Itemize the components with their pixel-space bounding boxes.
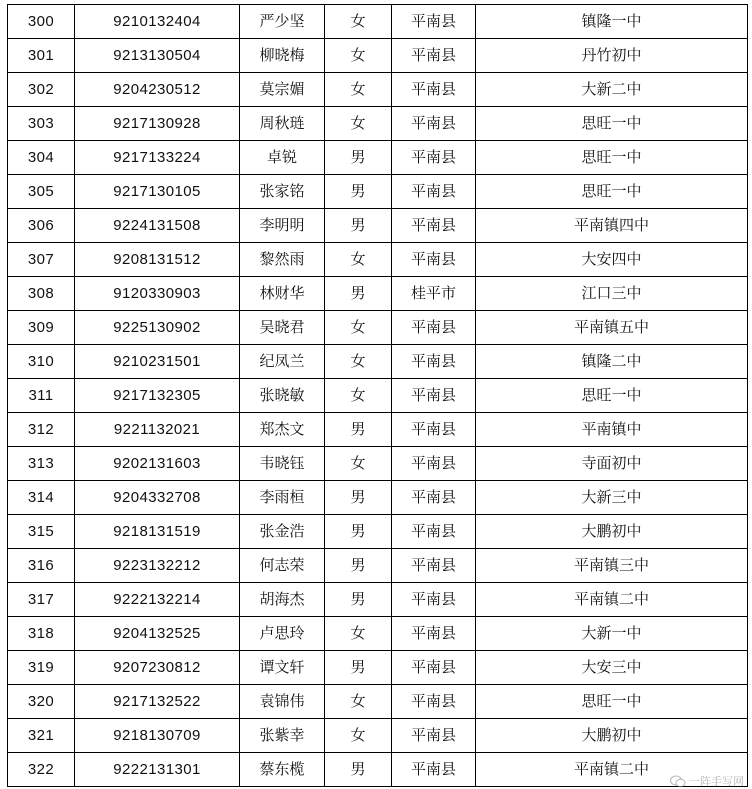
county-cell: 平南县 bbox=[392, 617, 476, 651]
school-cell: 思旺一中 bbox=[476, 175, 748, 209]
exam-id-cell: 9225130902 bbox=[75, 311, 240, 345]
exam-id-cell: 9210132404 bbox=[75, 5, 240, 39]
serial-number-cell: 319 bbox=[8, 651, 75, 685]
serial-number-cell: 305 bbox=[8, 175, 75, 209]
school-cell: 大新二中 bbox=[476, 73, 748, 107]
student-name-cell: 卢思玲 bbox=[240, 617, 325, 651]
table-row bbox=[8, 345, 748, 379]
school-cell: 平南镇三中 bbox=[476, 549, 748, 583]
school-cell: 寺面初中 bbox=[476, 447, 748, 481]
serial-number-cell: 311 bbox=[8, 379, 75, 413]
serial-number-cell: 315 bbox=[8, 515, 75, 549]
school-cell: 平南镇中 bbox=[476, 413, 748, 447]
table-row bbox=[8, 617, 748, 651]
table-row bbox=[8, 583, 748, 617]
gender-cell: 男 bbox=[325, 209, 392, 243]
school-cell: 思旺一中 bbox=[476, 107, 748, 141]
school-cell: 思旺一中 bbox=[476, 685, 748, 719]
table-row bbox=[8, 447, 748, 481]
county-cell: 平南县 bbox=[392, 141, 476, 175]
gender-cell: 女 bbox=[325, 5, 392, 39]
gender-cell: 女 bbox=[325, 39, 392, 73]
exam-id-cell: 9217130105 bbox=[75, 175, 240, 209]
school-cell: 大安四中 bbox=[476, 243, 748, 277]
roster-table-body bbox=[8, 5, 748, 787]
school-cell: 丹竹初中 bbox=[476, 39, 748, 73]
gender-cell: 女 bbox=[325, 107, 392, 141]
school-cell: 平南镇二中 bbox=[476, 583, 748, 617]
student-name-cell: 李明明 bbox=[240, 209, 325, 243]
serial-number-cell: 316 bbox=[8, 549, 75, 583]
table-row bbox=[8, 141, 748, 175]
county-cell: 平南县 bbox=[392, 175, 476, 209]
student-name-cell: 郑杰文 bbox=[240, 413, 325, 447]
table-row bbox=[8, 379, 748, 413]
student-name-cell: 韦晓钰 bbox=[240, 447, 325, 481]
exam-id-cell: 9223132212 bbox=[75, 549, 240, 583]
gender-cell: 女 bbox=[325, 447, 392, 481]
table-row bbox=[8, 685, 748, 719]
exam-id-cell: 9120330903 bbox=[75, 277, 240, 311]
school-cell: 平南镇四中 bbox=[476, 209, 748, 243]
exam-id-cell: 9218130709 bbox=[75, 719, 240, 753]
gender-cell: 男 bbox=[325, 175, 392, 209]
gender-cell: 男 bbox=[325, 277, 392, 311]
student-name-cell: 林财华 bbox=[240, 277, 325, 311]
student-name-cell: 袁锦伟 bbox=[240, 685, 325, 719]
table-row bbox=[8, 277, 748, 311]
serial-number-cell: 322 bbox=[8, 753, 75, 787]
serial-number-cell: 306 bbox=[8, 209, 75, 243]
county-cell: 平南县 bbox=[392, 345, 476, 379]
serial-number-cell: 310 bbox=[8, 345, 75, 379]
county-cell: 平南县 bbox=[392, 311, 476, 345]
student-name-cell: 张晓敏 bbox=[240, 379, 325, 413]
serial-number-cell: 312 bbox=[8, 413, 75, 447]
student-name-cell: 李雨桓 bbox=[240, 481, 325, 515]
county-cell: 平南县 bbox=[392, 209, 476, 243]
serial-number-cell: 308 bbox=[8, 277, 75, 311]
county-cell: 平南县 bbox=[392, 39, 476, 73]
table-row bbox=[8, 175, 748, 209]
table-row bbox=[8, 549, 748, 583]
gender-cell: 男 bbox=[325, 753, 392, 787]
school-cell: 大安三中 bbox=[476, 651, 748, 685]
table-row bbox=[8, 311, 748, 345]
serial-number-cell: 317 bbox=[8, 583, 75, 617]
county-cell: 平南县 bbox=[392, 719, 476, 753]
student-name-cell: 周秋琏 bbox=[240, 107, 325, 141]
serial-number-cell: 307 bbox=[8, 243, 75, 277]
serial-number-cell: 300 bbox=[8, 5, 75, 39]
serial-number-cell: 320 bbox=[8, 685, 75, 719]
student-name-cell: 纪凤兰 bbox=[240, 345, 325, 379]
county-cell: 平南县 bbox=[392, 515, 476, 549]
gender-cell: 女 bbox=[325, 345, 392, 379]
serial-number-cell: 302 bbox=[8, 73, 75, 107]
school-cell: 大新三中 bbox=[476, 481, 748, 515]
table-row bbox=[8, 481, 748, 515]
student-name-cell: 卓锐 bbox=[240, 141, 325, 175]
gender-cell: 男 bbox=[325, 651, 392, 685]
serial-number-cell: 313 bbox=[8, 447, 75, 481]
student-name-cell: 张金浩 bbox=[240, 515, 325, 549]
gender-cell: 男 bbox=[325, 515, 392, 549]
student-name-cell: 柳晓梅 bbox=[240, 39, 325, 73]
watermark-text: 一阵手写网 bbox=[689, 775, 744, 788]
student-name-cell: 莫宗媚 bbox=[240, 73, 325, 107]
county-cell: 平南县 bbox=[392, 447, 476, 481]
exam-id-cell: 9204230512 bbox=[75, 73, 240, 107]
table-row bbox=[8, 5, 748, 39]
county-cell: 桂平市 bbox=[392, 277, 476, 311]
school-cell: 思旺一中 bbox=[476, 379, 748, 413]
school-cell: 思旺一中 bbox=[476, 141, 748, 175]
exam-id-cell: 9202131603 bbox=[75, 447, 240, 481]
exam-id-cell: 9204332708 bbox=[75, 481, 240, 515]
serial-number-cell: 309 bbox=[8, 311, 75, 345]
student-name-cell: 张紫幸 bbox=[240, 719, 325, 753]
student-name-cell: 吴晓君 bbox=[240, 311, 325, 345]
county-cell: 平南县 bbox=[392, 481, 476, 515]
school-cell: 大鹏初中 bbox=[476, 515, 748, 549]
gender-cell: 女 bbox=[325, 617, 392, 651]
county-cell: 平南县 bbox=[392, 107, 476, 141]
table-row bbox=[8, 243, 748, 277]
student-name-cell: 严少坚 bbox=[240, 5, 325, 39]
exam-id-cell: 9213130504 bbox=[75, 39, 240, 73]
exam-id-cell: 9221132021 bbox=[75, 413, 240, 447]
exam-id-cell: 9217132305 bbox=[75, 379, 240, 413]
serial-number-cell: 321 bbox=[8, 719, 75, 753]
exam-id-cell: 9204132525 bbox=[75, 617, 240, 651]
serial-number-cell: 303 bbox=[8, 107, 75, 141]
table-row bbox=[8, 73, 748, 107]
county-cell: 平南县 bbox=[392, 73, 476, 107]
gender-cell: 女 bbox=[325, 243, 392, 277]
gender-cell: 女 bbox=[325, 311, 392, 345]
exam-id-cell: 9218131519 bbox=[75, 515, 240, 549]
school-cell: 大新一中 bbox=[476, 617, 748, 651]
county-cell: 平南县 bbox=[392, 685, 476, 719]
table-row bbox=[8, 413, 748, 447]
student-roster-table bbox=[7, 4, 748, 787]
county-cell: 平南县 bbox=[392, 243, 476, 277]
student-name-cell: 胡海杰 bbox=[240, 583, 325, 617]
school-cell: 江口三中 bbox=[476, 277, 748, 311]
gender-cell: 女 bbox=[325, 685, 392, 719]
roster-sheet bbox=[7, 4, 747, 787]
table-row bbox=[8, 719, 748, 753]
exam-id-cell: 9217132522 bbox=[75, 685, 240, 719]
exam-id-cell: 9207230812 bbox=[75, 651, 240, 685]
gender-cell: 女 bbox=[325, 73, 392, 107]
table-row bbox=[8, 209, 748, 243]
gender-cell: 男 bbox=[325, 413, 392, 447]
table-row bbox=[8, 107, 748, 141]
gender-cell: 男 bbox=[325, 583, 392, 617]
county-cell: 平南县 bbox=[392, 413, 476, 447]
serial-number-cell: 301 bbox=[8, 39, 75, 73]
student-name-cell: 何志荣 bbox=[240, 549, 325, 583]
table-row bbox=[8, 651, 748, 685]
table-row bbox=[8, 515, 748, 549]
gender-cell: 男 bbox=[325, 549, 392, 583]
serial-number-cell: 314 bbox=[8, 481, 75, 515]
student-name-cell: 黎然雨 bbox=[240, 243, 325, 277]
school-cell: 平南镇二中 bbox=[476, 753, 748, 787]
school-cell: 平南镇五中 bbox=[476, 311, 748, 345]
serial-number-cell: 318 bbox=[8, 617, 75, 651]
county-cell: 平南县 bbox=[392, 753, 476, 787]
student-name-cell: 张家铭 bbox=[240, 175, 325, 209]
school-cell: 镇隆一中 bbox=[476, 5, 748, 39]
county-cell: 平南县 bbox=[392, 549, 476, 583]
gender-cell: 男 bbox=[325, 141, 392, 175]
exam-id-cell: 9210231501 bbox=[75, 345, 240, 379]
county-cell: 平南县 bbox=[392, 379, 476, 413]
table-row bbox=[8, 753, 748, 787]
table-row bbox=[8, 39, 748, 73]
exam-id-cell: 9208131512 bbox=[75, 243, 240, 277]
exam-id-cell: 9217133224 bbox=[75, 141, 240, 175]
school-cell: 大鹏初中 bbox=[476, 719, 748, 753]
gender-cell: 女 bbox=[325, 719, 392, 753]
county-cell: 平南县 bbox=[392, 651, 476, 685]
student-name-cell: 蔡东榄 bbox=[240, 753, 325, 787]
student-name-cell: 谭文轩 bbox=[240, 651, 325, 685]
exam-id-cell: 9222132214 bbox=[75, 583, 240, 617]
serial-number-cell: 304 bbox=[8, 141, 75, 175]
county-cell: 平南县 bbox=[392, 5, 476, 39]
school-cell: 镇隆二中 bbox=[476, 345, 748, 379]
exam-id-cell: 9217130928 bbox=[75, 107, 240, 141]
exam-id-cell: 9224131508 bbox=[75, 209, 240, 243]
gender-cell: 男 bbox=[325, 481, 392, 515]
county-cell: 平南县 bbox=[392, 583, 476, 617]
gender-cell: 女 bbox=[325, 379, 392, 413]
exam-id-cell: 9222131301 bbox=[75, 753, 240, 787]
